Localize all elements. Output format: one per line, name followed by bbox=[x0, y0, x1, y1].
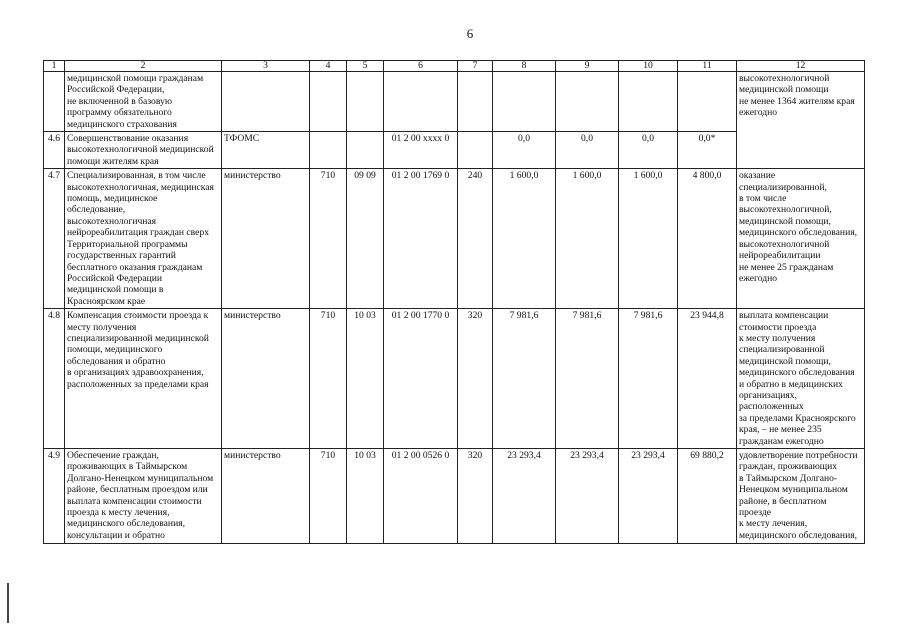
header-cell: 11 bbox=[678, 61, 737, 72]
code-rzpr: 09 09 bbox=[347, 169, 384, 309]
row-number: 4.9 bbox=[44, 449, 65, 544]
amount-year-2: 0,0 bbox=[556, 132, 619, 169]
executor: министерство bbox=[222, 449, 310, 544]
code-csr bbox=[384, 72, 458, 132]
table-row bbox=[44, 72, 865, 132]
row-number bbox=[44, 72, 65, 132]
row-number: 4.6 bbox=[44, 132, 65, 169]
amount-year-3: 0,0 bbox=[619, 132, 678, 169]
amount-year-2: 7 981,6 bbox=[556, 309, 619, 449]
margin-line bbox=[7, 583, 9, 623]
amount-year-1: 7 981,6 bbox=[493, 309, 556, 449]
activity-name: медицинской помощи гражданам Российской Федерации, не включенной в базовую программу обязательного медицинского страхования bbox=[65, 72, 222, 132]
amount-year-2: 23 293,4 bbox=[556, 449, 619, 544]
header-cell: 10 bbox=[619, 61, 678, 72]
code-grbs: 710 bbox=[310, 449, 347, 544]
code-grbs: 710 bbox=[310, 309, 347, 449]
activity-name: Компенсация стоимости проезда к месту получения специализированной медицинской помощи, медицинского обследования и обратно в организациях здравоохранения, расположенных за пределами края bbox=[65, 309, 222, 449]
amount-year-3: 1 600,0 bbox=[619, 169, 678, 309]
header-cell: 5 bbox=[347, 61, 384, 72]
code-rzpr bbox=[347, 72, 384, 132]
code-vr: 320 bbox=[458, 449, 493, 544]
header-cell: 6 bbox=[384, 61, 458, 72]
code-vr bbox=[458, 72, 493, 132]
header-cell: 7 bbox=[458, 61, 493, 72]
expected-result: удовлетворение потребности граждан, проживающих в Таймырском Долгано- Ненецком муниципальном районе, в бесплатном проезде к месту лечения, медицинского обследования, bbox=[737, 449, 865, 544]
expected-result: выплата компенсации стоимости проезда к месту получения специализированной медицинской помощи, медицинского обследования и обратно в медицинских организациях, расположенных за пределами Красноярского края, – не менее 235 гражданам ежегодно bbox=[737, 309, 865, 449]
amount-year-3 bbox=[619, 72, 678, 132]
amount-total: 69 880,2 bbox=[678, 449, 737, 544]
code-grbs bbox=[310, 132, 347, 169]
amount-year-3: 7 981,6 bbox=[619, 309, 678, 449]
executor: министерство bbox=[222, 309, 310, 449]
program-table bbox=[43, 60, 865, 544]
code-grbs: 710 bbox=[310, 169, 347, 309]
page-number: 6 bbox=[466, 26, 474, 41]
header-cell: 1 bbox=[44, 61, 65, 72]
table-row bbox=[44, 309, 865, 449]
amount-year-3: 23 293,4 bbox=[619, 449, 678, 544]
header-cell: 4 bbox=[310, 61, 347, 72]
executor: ТФОМС bbox=[222, 132, 310, 169]
code-vr: 320 bbox=[458, 309, 493, 449]
expected-result: оказание специализированной, в том числе высокотехнологичной, медицинской помощи, медицинского обследования, высокотехнологичной нейрореабилитации не менее 25 гражданам ежегодно bbox=[737, 169, 865, 309]
activity-name: Обеспечение граждан, проживающих в Таймырском Долгано-Ненецком муниципальном районе, бесплатным проездом или выплата компенсации стоимости проезда к месту лечения, медицинского обследования, консультации и обратно bbox=[65, 449, 222, 544]
expected-result: высокотехнологичной медицинской помощи не менее 1364 жителям края ежегодно bbox=[737, 72, 865, 169]
amount-year-1 bbox=[493, 72, 556, 132]
code-csr: 01 2 00 1769 0 bbox=[384, 169, 458, 309]
code-csr: 01 2 00 0526 0 bbox=[384, 449, 458, 544]
code-csr: 01 2 00 1770 0 bbox=[384, 309, 458, 449]
header-cell: 9 bbox=[556, 61, 619, 72]
code-csr: 01 2 00 xxxx 0 bbox=[384, 132, 458, 169]
amount-year-2 bbox=[556, 72, 619, 132]
header-cell: 8 bbox=[493, 61, 556, 72]
amount-year-2: 1 600,0 bbox=[556, 169, 619, 309]
code-vr: 240 bbox=[458, 169, 493, 309]
activity-name: Специализированная, в том числе высокотехнологичная, медицинская помощь, медицинское обследование, высокотехнологичная нейрореабилитация граждан сверх Территориальной программы государственных гарантий бесплатного оказания гражданам Российской Федерации медицинской помощи в Красноярском крае bbox=[65, 169, 222, 309]
row-number: 4.7 bbox=[44, 169, 65, 309]
header-row bbox=[44, 61, 865, 72]
amount-year-1: 0,0 bbox=[493, 132, 556, 169]
code-vr bbox=[458, 132, 493, 169]
code-rzpr: 10 03 bbox=[347, 449, 384, 544]
executor bbox=[222, 72, 310, 132]
code-grbs bbox=[310, 72, 347, 132]
executor: министерство bbox=[222, 169, 310, 309]
amount-total bbox=[678, 72, 737, 132]
table-row bbox=[44, 449, 865, 544]
amount-year-1: 23 293,4 bbox=[493, 449, 556, 544]
row-number: 4.8 bbox=[44, 309, 65, 449]
code-rzpr bbox=[347, 132, 384, 169]
activity-name: Совершенствование оказания высокотехнологичной медицинской помощи жителям края bbox=[65, 132, 222, 169]
header-cell: 12 bbox=[737, 61, 865, 72]
amount-year-1: 1 600,0 bbox=[493, 169, 556, 309]
code-rzpr: 10 03 bbox=[347, 309, 384, 449]
table-row bbox=[44, 169, 865, 309]
amount-total: 23 944,8 bbox=[678, 309, 737, 449]
amount-total: 0,0* bbox=[678, 132, 737, 169]
amount-total: 4 800,0 bbox=[678, 169, 737, 309]
header-cell: 2 bbox=[65, 61, 222, 72]
header-cell: 3 bbox=[222, 61, 310, 72]
